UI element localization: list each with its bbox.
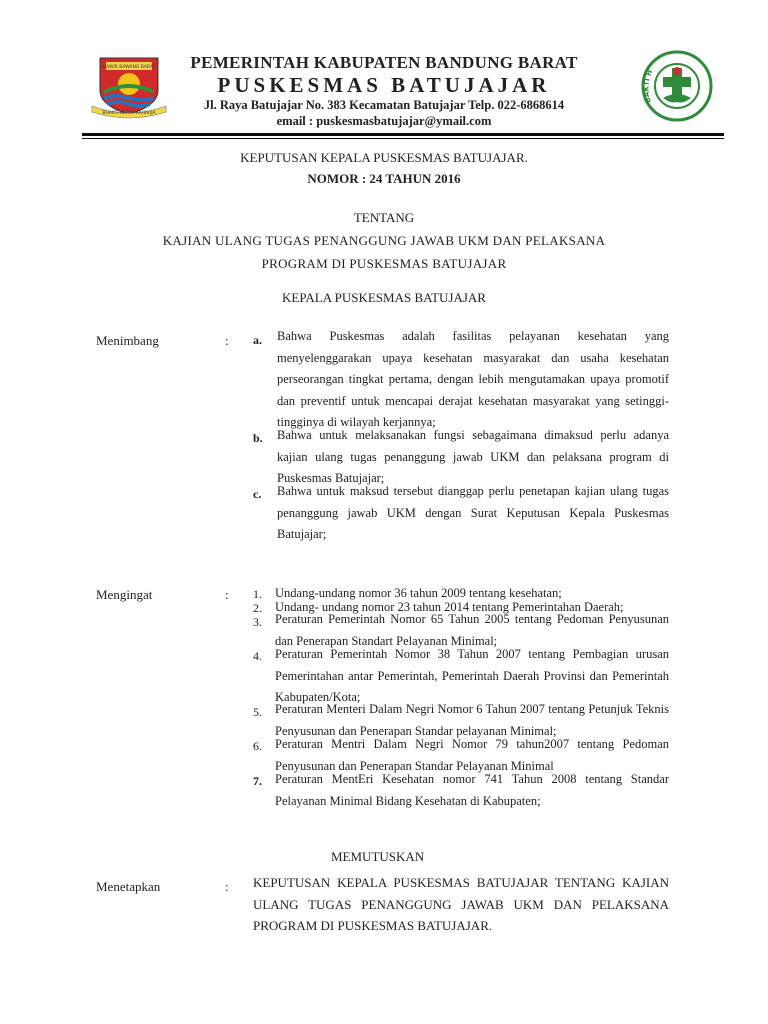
header-rule-thin (82, 138, 724, 139)
menetapkan-colon: : (225, 879, 229, 894)
memutuskan-heading: MEMUTUSKAN (331, 849, 425, 864)
mengingat-marker-1: 1. (253, 587, 262, 601)
menimbang-item-b: Bahwa untuk melaksanakan fungsi sebagaimana dimaksud perlu adanya kajian ulang tugas penanggung jawab UKM dan pelaksana program di Puskesmas Batujajar; (277, 428, 669, 485)
mengingat-item-1: Undang-undang nomor 36 tahun 2009 tentang kesehatan; (275, 586, 562, 600)
decision-number: NOMOR : 24 TAHUN 2016 (307, 171, 461, 186)
menimbang-marker-b: b. (253, 431, 263, 445)
decision-title: KEPUTUSAN KEPALA PUSKESMAS BATUJAJAR. (240, 150, 528, 165)
mengingat-marker-3: 3. (253, 615, 262, 629)
government-name: PEMERINTAH KABUPATEN BANDUNG BARAT (190, 53, 578, 72)
mengingat-label: Mengingat (96, 587, 153, 602)
bakti-husada-logo (637, 46, 717, 126)
svg-text:GAWIR BAWANG BARAT: GAWIR BAWANG BARAT (102, 65, 156, 70)
mengingat-marker-2: 2. (253, 601, 262, 615)
mengingat-marker-4: 4. (253, 649, 262, 663)
menimbang-label: Menimbang (96, 333, 159, 348)
menetapkan-label: Menetapkan (96, 879, 161, 894)
mengingat-marker-5: 5. (253, 705, 262, 719)
subject-line-2: PROGRAM DI PUSKESMAS BATUJAJAR (261, 256, 507, 271)
issuer-heading: KEPALA PUSKESMAS BATUJAJAR (282, 290, 486, 305)
mengingat-marker-7: 7. (253, 774, 262, 788)
mengingat-item-3: Peraturan Pemerintah Nomor 65 Tahun 2005 tentang Pedoman Penyusunan dan Penerapan Standart Pelayanan Minimal; (275, 612, 669, 648)
mengingat-colon: : (225, 587, 229, 602)
mengingat-item-2: Undang- undang nomor 23 tahun 2014 tentang Pemerintahan Daerah; (275, 600, 624, 614)
mengingat-marker-6: 6. (253, 739, 262, 753)
mengingat-item-7: Peraturan MentEri Kesehatan nomor 741 Tahun 2008 tentang Standar Pelayanan Minimal Bidang Kesehatan di Kabupaten; (275, 772, 669, 808)
subject-line-1: KAJIAN ULANG TUGAS PENANGGUNG JAWAB UKM DAN PELAKSANA (162, 233, 606, 248)
mengingat-item-4: Peraturan Pemerintah Nomor 38 Tahun 2007 tentang Pembagian urusan Pemerintahan antar Pemerintah, Pemerintah Daerah Provinsi dan Pemerintah Kabupaten/Kota; (275, 647, 669, 704)
about-heading: TENTANG (353, 210, 415, 225)
header-rule-thick (82, 133, 724, 136)
menimbang-item-a: Bahwa Puskesmas adalah fasilitas pelayanan kesehatan yang menyelenggarakan upaya kesehatan masyarakat dan usaha kesehatan perseorangan tingkat pertama, dengan lebih mengutamakan upaya promotif dan preventif untuk mencapai derajat kesehatan masyarakat yang setinggi-tingginya di wilayah kerjannya; (277, 329, 669, 429)
menimbang-item-c: Bahwa untuk maksud tersebut dianggap perlu penetapan kajian ulang tugas penanggung jawab UKM dengan Surat Keputusan Kepala Puskesmas Batujajar; (277, 484, 669, 541)
svg-text:BAKTI HUSADA: BAKTI H (642, 68, 655, 104)
menimbang-marker-c: c. (253, 487, 262, 501)
email: email : puskesmasbatujajar@ymail.com (276, 114, 492, 128)
menetapkan-text: KEPUTUSAN KEPALA PUSKESMAS BATUJAJAR TENTANG KAJIAN ULANG TUGAS PENANGGUNG JAWAB UKM DAN PELAKSANA PROGRAM DI PUSKESMAS BATUJAJAR. (253, 875, 669, 933)
menimbang-colon: : (225, 333, 229, 348)
address: Jl. Raya Batujajar No. 383 Kecamatan Batujajar Telp. 022-6868614 (203, 98, 565, 112)
mengingat-item-5: Peraturan Menteri Dalam Negri Nomor 6 Tahun 2007 tentang Petunjuk Teknis Penyusunan dan Penerapan Standar pelayanan Minimal; (275, 702, 669, 738)
puskesmas-name: PUSKESMAS BATUJAJAR (217, 73, 551, 97)
svg-text:BHAKTI KERTA RAHARJA: BHAKTI KERTA RAHARJA (102, 111, 156, 116)
menimbang-marker-a: a. (253, 333, 262, 347)
mengingat-item-6: Peraturan Mentri Dalam Negri Nomor 79 tahun2007 tentang Pedoman Penyusunan dan Penerapan Standar Pelayanan Minimal (275, 737, 669, 773)
